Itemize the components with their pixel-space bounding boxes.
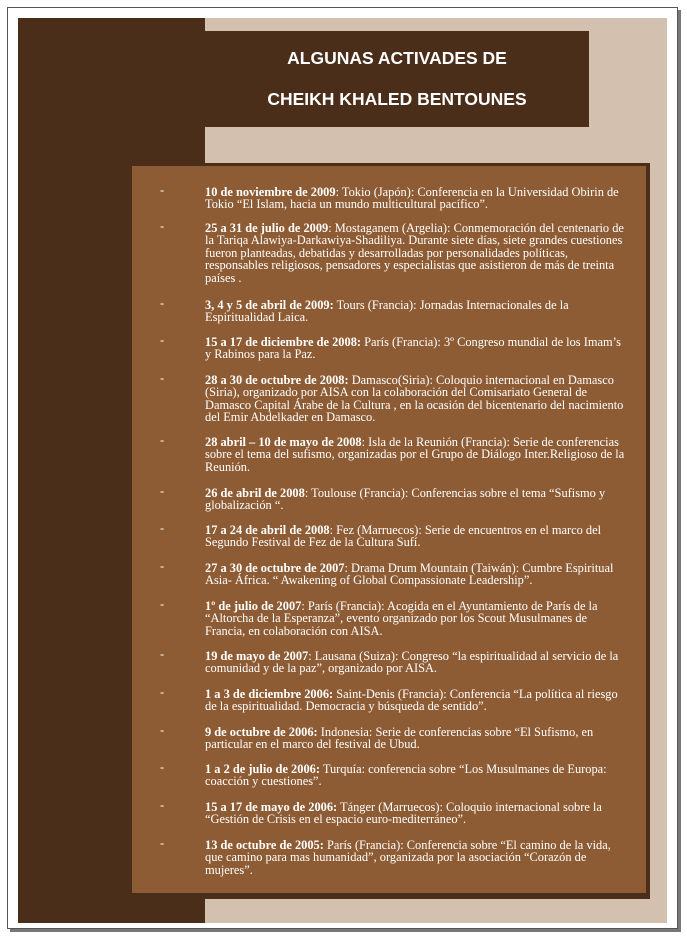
activity-item: [160, 333, 630, 362]
bullet: -: [160, 433, 165, 447]
activity-item: [160, 597, 630, 638]
activity-date: 27 a 30 de octubre de 2007: [205, 561, 345, 575]
activity-date: 19 de mayo de 2007: [205, 649, 309, 663]
title-line-2: CHEIKH KHALED BENTOUNES: [267, 89, 527, 109]
bullet: -: [160, 685, 165, 699]
activity-date: 25 a 31 de julio de 2009: [205, 221, 329, 235]
activity-date: 28 abril – 10 de mayo de 2008: [205, 435, 362, 449]
activity-item: [160, 219, 630, 285]
activity-text: : Mostaganem (Argelia): Conmemoración del centenario de la Tariqa Alawiya-Darkawiya-Shadiliya. Durante siete días, siete grandes cuestiones fueron planteadas, debatidas y desarrolladas por personalidades políticas, responsables religiosos, pensadores y especialistas que asistieron de más de treinta países .: [205, 221, 624, 285]
bullet: -: [160, 521, 165, 535]
activity-date: 15 a 17 de mayo de 2006:: [205, 800, 338, 814]
activity-text: Damasco(Siria): Coloquio internacional en Damasco (Siria), organizado por AISA con la colaboración del Comisariato General de Damasco Capital Árabe de la Cultura , en la ocasión del bicentenario del nacimiento del Emir Abdelkader en Damasco.: [205, 373, 624, 425]
activity-item: [160, 559, 630, 588]
bullet: -: [160, 798, 165, 812]
bullet: -: [160, 333, 165, 347]
activity-item: [160, 798, 630, 827]
activity-item: [160, 484, 630, 513]
bullet: -: [160, 723, 165, 737]
activity-date: 10 de noviembre de 2009: [205, 185, 336, 199]
activity-text: : Toulouse (Francia): Conferencias sobre el tema “Sufismo y globalización “.: [205, 486, 606, 513]
activity-text: Tours (Francia): Jornadas Internacionales de la Espiritualidad Laica.: [205, 298, 569, 325]
bullet: -: [160, 836, 165, 850]
activity-date: 28 a 30 de octubre de 2008:: [205, 373, 349, 387]
activity-item: [160, 760, 630, 789]
activity-text: Indonesia: Serie de conferencias sobre “El Sufismo, en particular en el marco del festival de Ubud.: [205, 725, 594, 752]
activity-item: [160, 723, 630, 752]
activity-item: [160, 296, 630, 325]
title-line-1: ALGUNAS ACTIVADES DE: [287, 48, 507, 68]
bullet: -: [160, 219, 165, 233]
activity-text: : Lausana (Suiza): Congreso “la espiritualidad al servicio de la comunidad y de la paz”, organizado por AISA.: [205, 649, 619, 676]
activity-date: 1 a 2 de julio de 2006:: [205, 762, 320, 776]
activity-item: [160, 183, 630, 212]
bullet: -: [160, 183, 165, 197]
activity-item: [160, 371, 630, 425]
activity-text: : Tokio (Japón): Conferencia en la Universidad Obirin de Tokio “El Islam, hacia un mundo multicultural pacífico”.: [205, 185, 619, 212]
bullet: -: [160, 296, 165, 310]
activities-panel: [129, 163, 650, 899]
activity-item: [160, 433, 630, 474]
activity-date: 17 a 24 de abril de 2008: [205, 523, 330, 537]
title-banner: [205, 31, 589, 127]
bullet: -: [160, 647, 165, 661]
activity-date: 26 de abril de 2008: [205, 486, 305, 500]
activity-text: : París (Francia): Acogida en el Ayuntamiento de París de la “Altorcha de la Esperanza”, evento organizado por los Scout Musulmanes de Francia, en colaboración con AISA.: [205, 599, 598, 638]
activity-text: Saint-Denis (Francia): Conferencia “La política al riesgo de la espiritualidad. Democracia y búsqueda de sentido”.: [205, 687, 618, 714]
activity-item: [160, 685, 630, 714]
activity-item: [160, 836, 630, 877]
bullet: -: [160, 597, 165, 611]
activity-date: 1º de julio de 2007: [205, 599, 302, 613]
bullet: -: [160, 559, 165, 573]
activity-date: 9 de octubre de 2006:: [205, 725, 318, 739]
activity-item: [160, 521, 630, 550]
activity-text: : Drama Drum Mountain (Taiwán): Cumbre Espiritual Asia- África. “ Awakening of Global Compassionate Leadership”.: [205, 561, 614, 588]
bullet: -: [160, 760, 165, 774]
activity-text: Turquía: conferencia sobre “Los Musulmanes de Europa: coacción y cuestiones”.: [205, 762, 607, 789]
activity-date: 13 de octubre de 2005:: [205, 838, 324, 852]
activity-text: : Isla de la Reunión (Francia): Serie de conferencias sobre el tema del sufismo, organizadas por el Grupo de Diálogo Inter.Religioso de la Reunión.: [205, 435, 625, 474]
activity-text: París (Francia): Conferencia sobre “El camino de la vida, que camino para mas humanidad”, organizada por la asociación “Corazón de mujeres”.: [205, 838, 611, 877]
activity-date: 1 a 3 de diciembre 2006:: [205, 687, 334, 701]
activity-text: París (Francia): 3º Congreso mundial de los Imam’s y Rabinos para la Paz.: [205, 335, 621, 362]
activity-text: : Fez (Marruecos): Serie de encuentros en el marco del Segundo Festival de Fez de la Cultura Sufí.: [205, 523, 602, 550]
activity-item: [160, 647, 630, 676]
activity-date: 3, 4 y 5 de abril de 2009:: [205, 298, 334, 312]
bullet: -: [160, 484, 165, 498]
activity-date: 15 a 17 de diciembre de 2008:: [205, 335, 362, 349]
bullet: -: [160, 371, 165, 385]
activity-text: Tánger (Marruecos): Coloquio internacional sobre la “Gestión de Crisis en el espacio euro-mediterráneo”.: [205, 800, 602, 827]
